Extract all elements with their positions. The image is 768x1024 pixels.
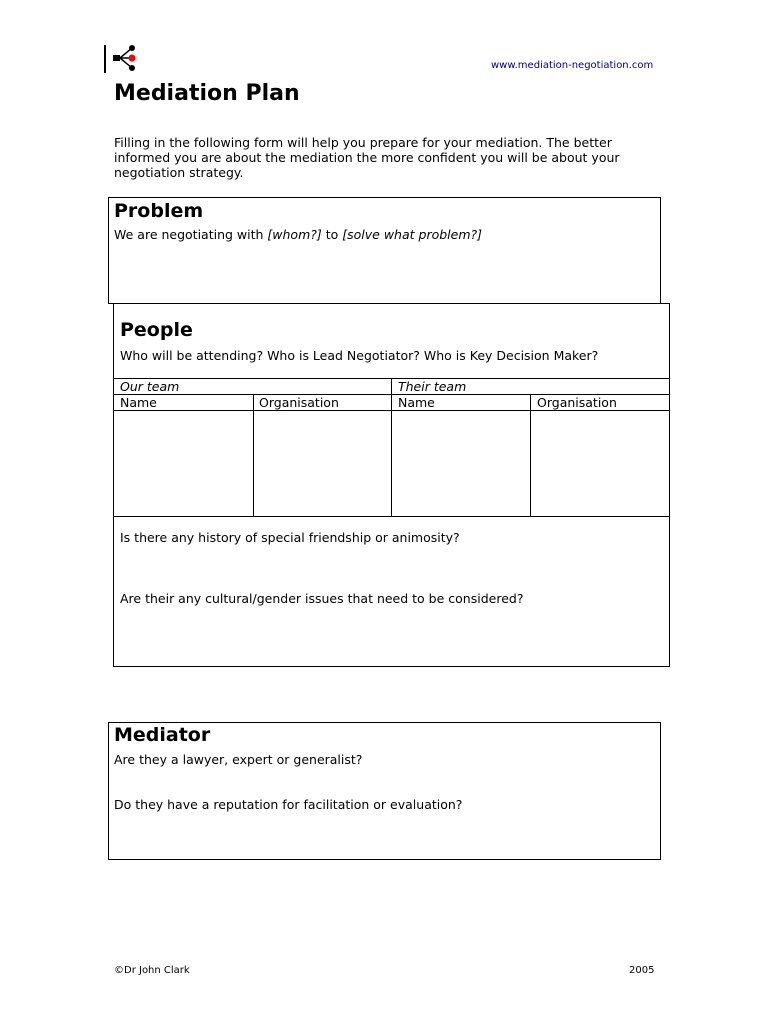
our-name-column-header: Name: [120, 395, 157, 410]
their-name-field[interactable]: [392, 411, 529, 515]
mediator-heading: Mediator: [114, 724, 211, 746]
mediator-question-expertise: Are they a lawyer, expert or generalist?: [114, 752, 363, 767]
our-team-label: Our team: [120, 379, 180, 394]
their-team-label: Their team: [398, 379, 467, 394]
people-question: Who will be attending? Who is Lead Negotiator? Who is Key Decision Maker?: [120, 348, 599, 363]
mediator-section: [108, 722, 661, 860]
footer-year: 2005: [629, 965, 655, 976]
people-heading: People: [120, 319, 193, 341]
problem-heading: Problem: [114, 200, 204, 222]
history-question: Is there any history of special friendship or animosity?: [120, 530, 460, 545]
our-name-field[interactable]: [115, 411, 252, 515]
their-organisation-field[interactable]: [531, 411, 668, 515]
website-link[interactable]: www.mediation-negotiation.com: [491, 60, 654, 71]
problem-section: [108, 197, 661, 304]
problem-prompt-prefix: We are negotiating with: [114, 227, 268, 242]
problem-prompt: [114, 227, 482, 242]
problem-whom-placeholder: [whom?]: [267, 227, 322, 242]
our-organisation-field[interactable]: [254, 411, 390, 515]
page-title: Mediation Plan: [114, 81, 300, 106]
our-organisation-column-header: Organisation: [259, 395, 339, 410]
intro-paragraph: Filling in the following form will help you prepare for your mediation. The better informed you are about the mediation the more confident you will be about your negotiation strategy.: [114, 135, 620, 180]
attendee-table-bottom-border: [114, 516, 669, 517]
network-nodes-icon: [112, 44, 138, 72]
problem-what-placeholder: [solve what problem?]: [342, 227, 483, 242]
their-name-column-header: Name: [398, 395, 435, 410]
people-section: [113, 303, 670, 667]
logo-divider: [104, 45, 106, 73]
their-organisation-column-header: Organisation: [537, 395, 617, 410]
footer-author: ©Dr John Clark: [114, 965, 190, 976]
cultural-question: Are their any cultural/gender issues that need to be considered?: [120, 591, 524, 606]
mediator-question-reputation: Do they have a reputation for facilitation or evaluation?: [114, 797, 463, 812]
problem-prompt-middle: to: [321, 227, 343, 242]
